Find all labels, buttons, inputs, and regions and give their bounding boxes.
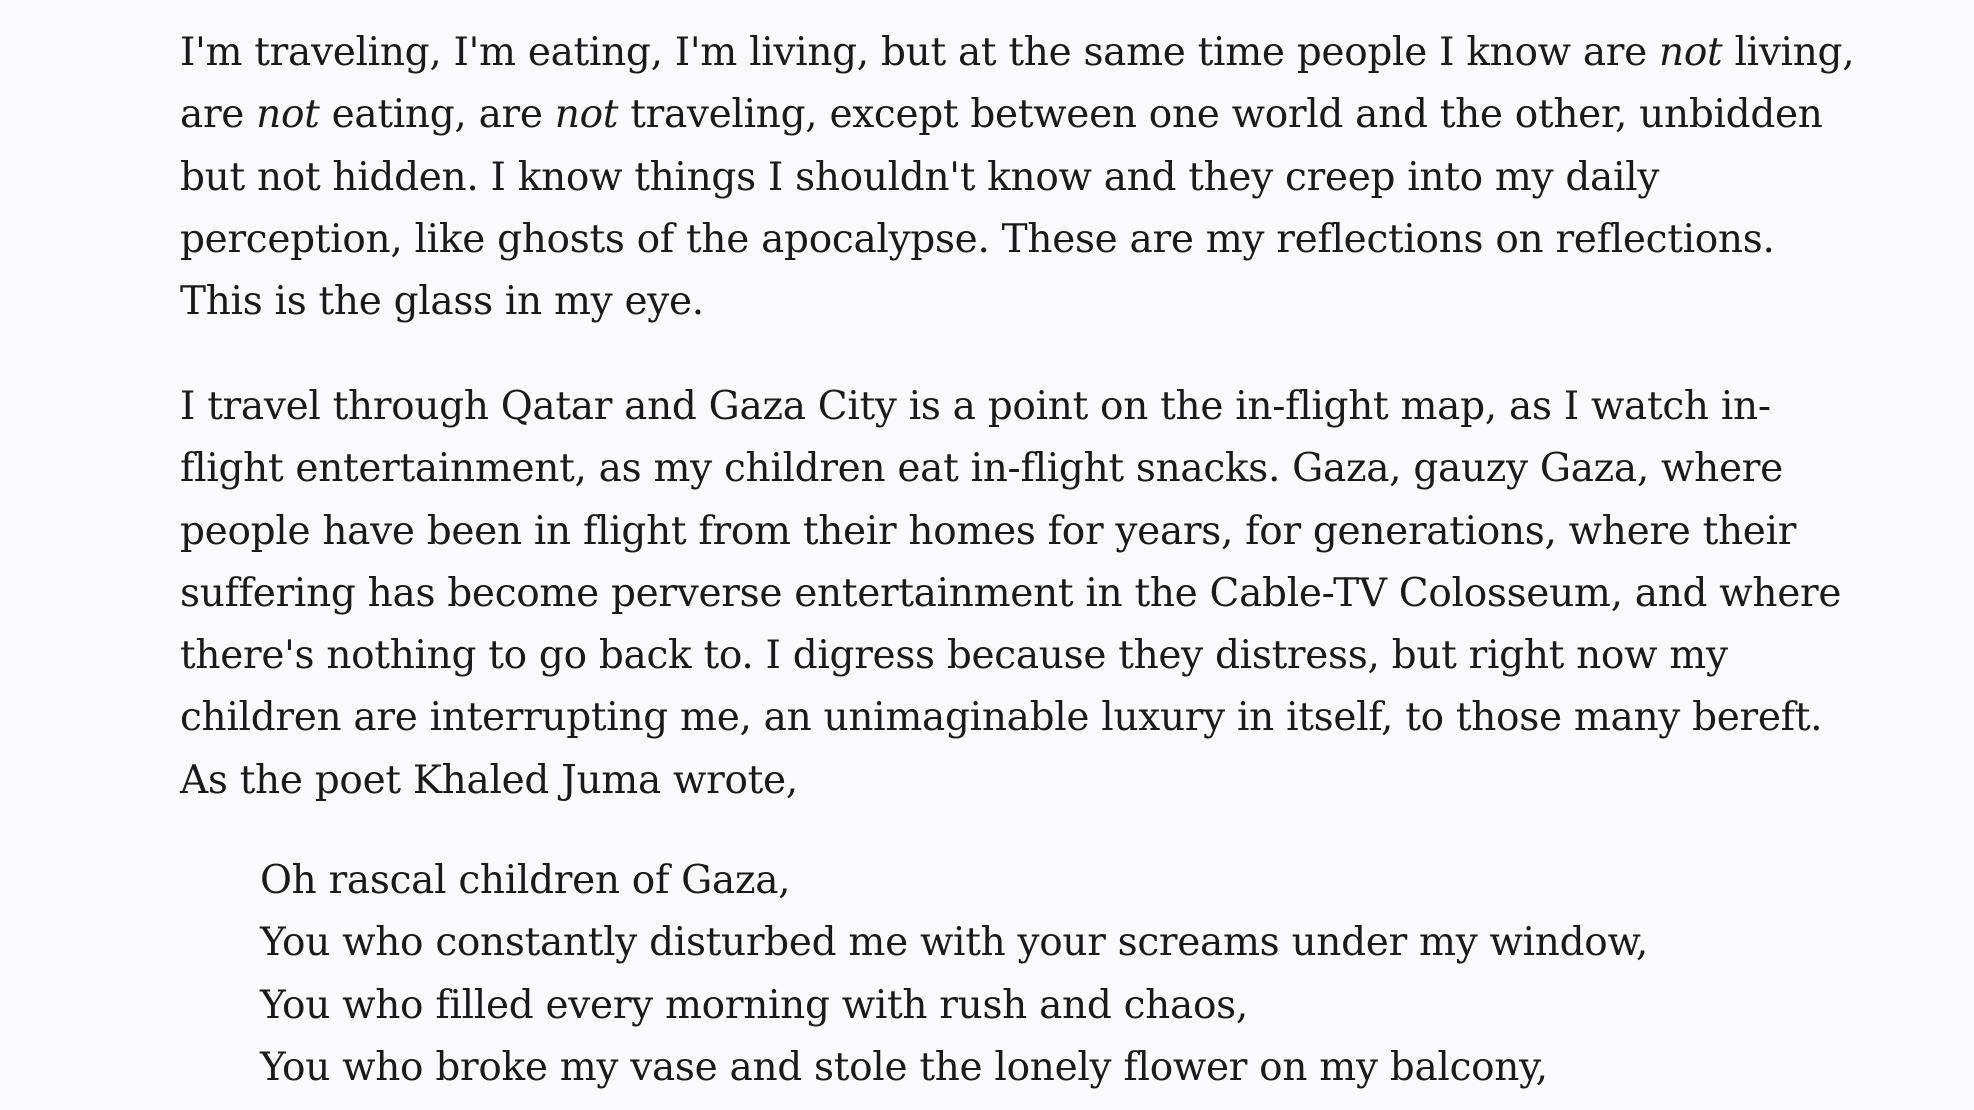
text-run: eating, are [319,92,555,138]
poem-line: Oh rascal children of Gaza, [260,858,791,903]
text-run: living, [1722,30,1855,75]
poem-line: You who broke my vase and stole the lonely flower on my balcony, [260,1044,1548,1090]
emphasis: not [256,92,320,138]
paragraph-line: children are interrupting me, an unimaginable luxury in itself, to those many bereft. [180,695,1823,741]
paragraph-line: people have been in flight from their homes for years, for generations, where their [180,508,1797,554]
paragraph-line: suffering has become perverse entertainment in the Cable-TV Colosseum, and where [180,570,1842,616]
paragraph-line: I travel through Qatar and Gaza City is a point on the in-flight map, as I watch in- [180,384,1771,429]
paragraph-line: flight entertainment, as my children eat in-flight snacks. Gaza, gauzy Gaza, where [180,446,1783,492]
paragraph-line: perception, like ghosts of the apocalypse. These are my reflections on reflections. [180,216,1775,262]
text-run: I'm traveling, I'm eating, I'm living, but at the same time people I know are [180,30,1659,75]
poem-line: You who constantly disturbed me with your screams under my window, [260,920,1648,966]
emphasis: not [1659,30,1723,75]
text-run: are [180,92,257,138]
text-run: traveling, except between one world and the other, unbidden [618,92,1823,138]
poem-quote [260,850,1648,1099]
paragraph-line [180,84,1854,146]
paragraph-line: but not hidden. I know things I shouldn't know and they creep into my daily [180,154,1660,200]
paragraph-gaza [180,376,1841,812]
paragraph-line: there's nothing to go back to. I digress because they distress, but right now my [180,633,1728,679]
paragraph-intro [180,22,1854,333]
poem-line: You who filled every morning with rush and chaos, [260,982,1248,1028]
paragraph-line: As the poet Khaled Juma wrote, [180,757,798,803]
paragraph-line [180,22,1854,84]
emphasis: not [554,92,619,138]
paragraph-line: This is the glass in my eye. [180,279,704,325]
